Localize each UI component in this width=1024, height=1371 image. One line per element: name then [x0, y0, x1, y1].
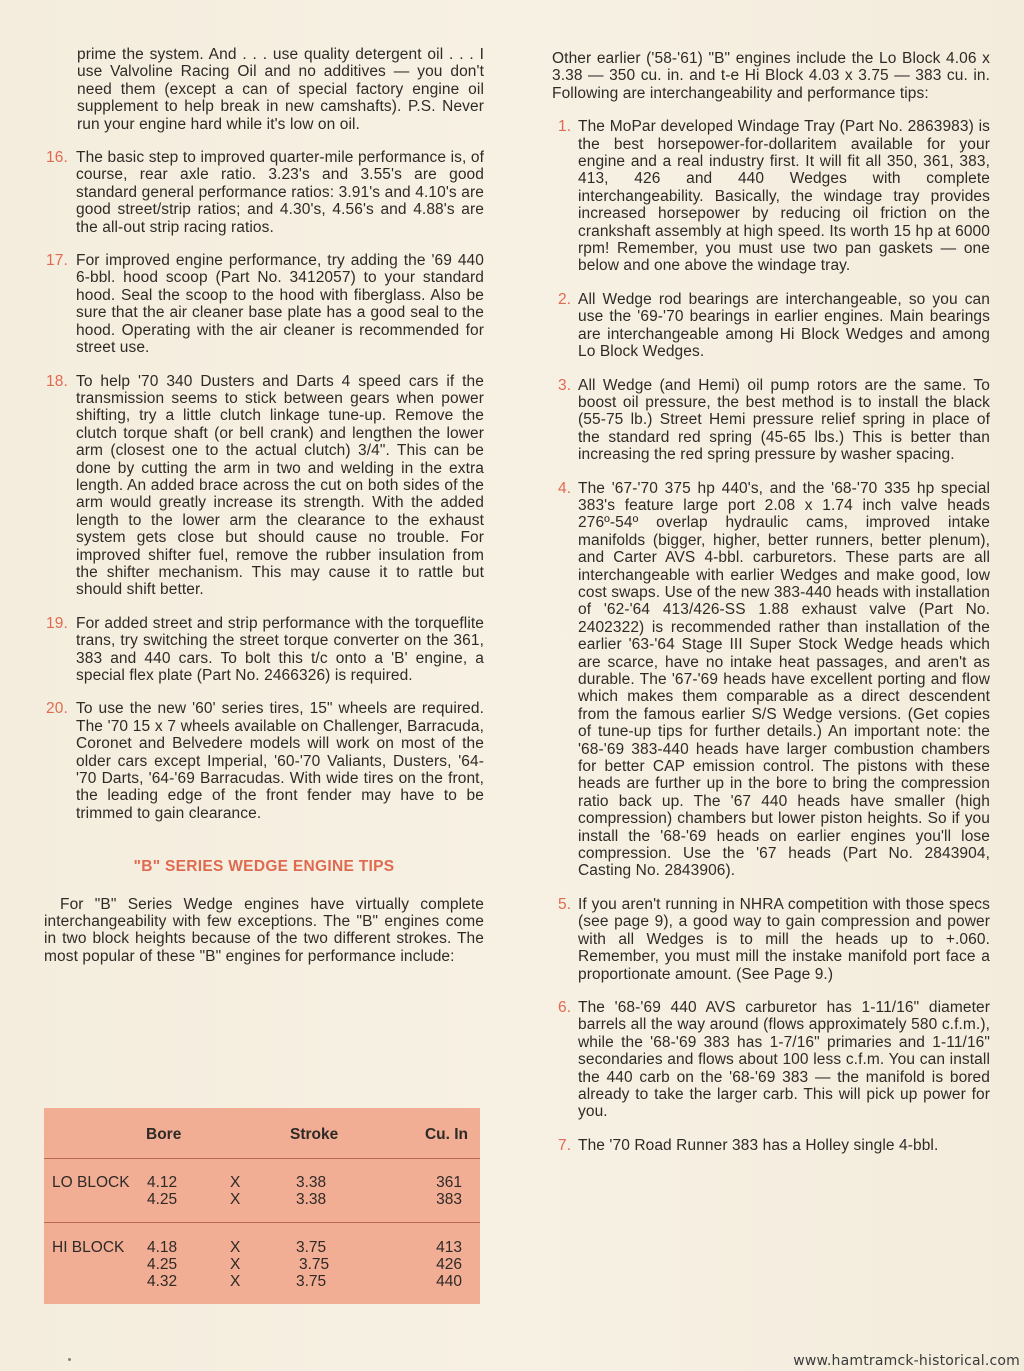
- times-sign: X: [230, 1239, 241, 1256]
- left-column: [44, 46, 484, 965]
- tip-text: All Wedge (and Hemi) oil pump rotors are the same. To boost oil pressure, the best method is to install the black (55-75 lb.) Street Hemi pressure relief spring in place of the standard red spring (45-65 lbs.) This is better than increasing the red spring pressure by washer spacing.: [578, 376, 990, 464]
- tip-number: 18.: [46, 372, 68, 390]
- times-sign: X: [230, 1256, 241, 1273]
- bore-value: 4.32: [147, 1273, 178, 1290]
- tip-number: 2.: [558, 290, 572, 308]
- tip-text: The '70 Road Runner 383 has a Holley single 4-bbl.: [578, 1136, 939, 1154]
- tip-text: The basic step to improved quarter-mile performance is, of course, rear axle ratio. 3.23's and 3.55's are good standard general performance ratios: 3.91's and 4.10's are good street/strip ratios; and 4.30's, 4.56's and 4.88's are the all-out strip racing ratios.: [76, 149, 484, 236]
- tip-text: The '68-'69 440 AVS carburetor has 1-11/16" diameter barrels all the way around (flows approximately 580 c.f.m.), while the '68-'69 383 has 1-7/16" primaries and 1-11/16" secondaries and flows about 100 less c.f.m. You can install the 440 carb on the '68-'69 383 — the manifold is bored already to take the larger carb. This will pick up power for you.: [578, 998, 990, 1121]
- speck: [68, 1358, 71, 1361]
- tip-text: For added street and strip performance with the torqueflite trans, try switching the street torque converter on the 361, 383 and 440 cars. To bolt this t/c onto a 'B' engine, a special flex plate (Part No. 2466326) is required.: [76, 614, 484, 684]
- tip-text: All Wedge rod bearings are interchangeable, so you can use the '69-'70 bearings in earlier engines. Main bearings are interchangeable among Hi Block Wedges and among Lo Block Wedges.: [578, 290, 990, 361]
- right-column: [552, 50, 990, 1170]
- watermark-url: www.hamtramck-historical.com: [793, 1353, 1020, 1369]
- tip-text: For improved engine performance, try adding the '69 440 6-bbl. hood scoop (Part No. 3412057) to your standard hood. Seal the scoop to the hood with fiberglass. Also be sure that the air cleaner base plate has a good seal to the hood. Operating with the air cleaner is recommended for street use.: [76, 252, 484, 357]
- stroke-value: 3.38: [296, 1191, 327, 1208]
- cu-in-value: 383: [436, 1191, 462, 1208]
- times-sign: X: [230, 1191, 241, 1208]
- cu-in-value: 413: [436, 1239, 462, 1256]
- tip-number: 16.: [46, 149, 68, 167]
- tip-item-18: [44, 373, 484, 599]
- wedge-tip-5: [552, 896, 990, 983]
- wedge-tip-2: [552, 291, 990, 361]
- right-intro-paragraph: Other earlier ('58-'61) "B" engines include the Lo Block 4.06 x 3.38 — 350 cu. in. and t-e Hi Block 4.03 x 3.75 — 383 cu. in. Following are interchangeability and performance tips:: [552, 50, 990, 102]
- stroke-value: 3.38: [296, 1174, 327, 1191]
- cu-in-value: 440: [436, 1273, 462, 1290]
- cu-in-value: 426: [436, 1256, 462, 1273]
- engine-spec-table: [44, 1108, 480, 1304]
- tip-item-20: [44, 700, 484, 822]
- header-cu-in: Cu. In: [424, 1126, 468, 1143]
- tip-number: 17.: [46, 252, 68, 270]
- tip-number: 19.: [46, 614, 68, 632]
- tip-text: The MoPar developed Windage Tray (Part No. 2863983) is the best horsepower-for-dollaritem available for your engine and a real industry first. It will fit all 350, 361, 383, 413, 426 and 440 Wedges with complete interchangeability. Basically, the windage tray provides increased horsepower by reducing oil friction on the crankshaft assembly at high speed. Its worth 15 hp at 6000 rpm! Remember, you must use two pan gaskets — one below and one above the windage tray.: [578, 118, 990, 275]
- hi-block-label: HI BLOCK: [52, 1239, 125, 1256]
- tip-number: 1.: [558, 118, 572, 136]
- tip-text: The '67-'70 375 hp 440's, and the '68-'70 335 hp special 383's feature large port 2.08 x 1.74 inch valve heads 276º-54º overlap hydraulic cams, improved intake manifolds (bigger, higher, better runners, better plenum), and Carter AVS 4-bbl. carburetors. These parts are all interchangeable with earlier Wedges and make good, low cost swaps. Use of the new 383-440 heads with installation of '62-'64 413/426-SS 1.88 exhaust valve (Part No. 2402322) is recommended rather than installation of the earlier '63-'64 Stage III Super Stock Wedge heads which are scarce, have no intake heat passages, and aren't as durable. The '67-'69 heads have excellent porting and flow which makes them comparable as a direct descendent from the famous earlier S/S Wedge versions. (Get copies of tune-up tips for further details.) An important note: the '68-'69 383-440 heads have larger combustion chambers for better CAP emission control. The pistons with these heads are further up in the bore to bring the compression ratio back up. The '67 440 heads have smaller (high compression) chambers but lower piston heights. So if you install the '68-'69 heads on earlier engines you'll lose compression. Use the '67 heads (Part No. 2843904, Casting No. 2843906).: [578, 479, 990, 880]
- lo-block-label: LO BLOCK: [52, 1174, 130, 1191]
- tip-text: If you aren't running in NHRA competition with those specs (see page 9), a good way to gain compression and power with all Wedges is to mill the heads up to +.060. Remember, you must mill the instake manifold port face a proportionate amount. (See Page 9.): [578, 895, 990, 983]
- tip-item-16: [44, 149, 484, 236]
- table-divider: [44, 1222, 480, 1223]
- tip-number: 3.: [558, 376, 572, 394]
- continued-paragraph: prime the system. And . . . use quality detergent oil . . . I use Valvoline Racing Oil and no additives — you don't need them (except a can of special factory engine oil supplement to help break in new camshafts). P.S. Never run your engine hard while it's low on oil.: [77, 46, 484, 133]
- wedge-tip-3: [552, 377, 990, 464]
- section-heading: "B" SERIES WEDGE ENGINE TIPS: [133, 858, 395, 876]
- bore-value: 4.25: [147, 1256, 178, 1273]
- tip-text: To use the new '60' series tires, 15" wheels are required. The '70 15 x 7 wheels available on Challenger, Barracuda, Coronet and Belvedere models will work on most of the older cars except Imperial, '60-'70 Valiants, Dusters, '64-'70 Darts, '64-'69 Barracudas. With wide tires on the front, the leading edge of the front fender may have to be trimmed to gain clearance.: [76, 700, 484, 822]
- header-stroke: Stroke: [290, 1126, 339, 1143]
- wedge-tip-7: [552, 1137, 990, 1154]
- bore-value: 4.18: [147, 1239, 178, 1256]
- tip-item-19: [44, 615, 484, 685]
- cu-in-value: 361: [436, 1174, 462, 1191]
- section-intro-paragraph: For "B" Series Wedge engines have virtually complete interchangeability with few exceptions. The "B" engines come in two block heights because of the two different strokes. The most popular of these "B" engines for performance include:: [44, 895, 484, 965]
- wedge-tip-6: [552, 999, 990, 1121]
- wedge-tip-1: [552, 118, 990, 275]
- stroke-value: 3.75: [299, 1256, 330, 1273]
- header-bore: Bore: [146, 1126, 182, 1143]
- bore-value: 4.25: [147, 1191, 178, 1208]
- wedge-tip-4: [552, 480, 990, 880]
- times-sign: X: [230, 1273, 241, 1290]
- table-header-row: [44, 1108, 480, 1159]
- tip-number: 6.: [558, 998, 572, 1016]
- bore-value: 4.12: [147, 1174, 178, 1191]
- tip-number: 7.: [558, 1136, 572, 1154]
- tip-number: 4.: [558, 479, 572, 497]
- tip-text: To help '70 340 Dusters and Darts 4 speed cars if the transmission seems to stick between gears when power shifting, try a little clutch linkage tune-up. Remove the clutch torque shaft (or bell crank) and lengthen the lower arm (closest one to the actual clutch) 3/4". This can be done by cutting the arm in two and welding in the extra length. An added brace across the cut on both sides of the arm would greatly increase its strength. With the added length to the lower arm the clearance to the exhaust system gets close but should cause no trouble. For improved shifter fuel, remove the rubber insulation from the shifter mechanism. This may cause it to rattle but should shift better.: [76, 372, 484, 599]
- times-sign: X: [230, 1174, 241, 1191]
- tip-number: 20.: [46, 700, 68, 718]
- stroke-value: 3.75: [296, 1239, 327, 1256]
- tip-number: 5.: [558, 895, 572, 913]
- tip-item-17: [44, 252, 484, 356]
- stroke-value: 3.75: [296, 1273, 327, 1290]
